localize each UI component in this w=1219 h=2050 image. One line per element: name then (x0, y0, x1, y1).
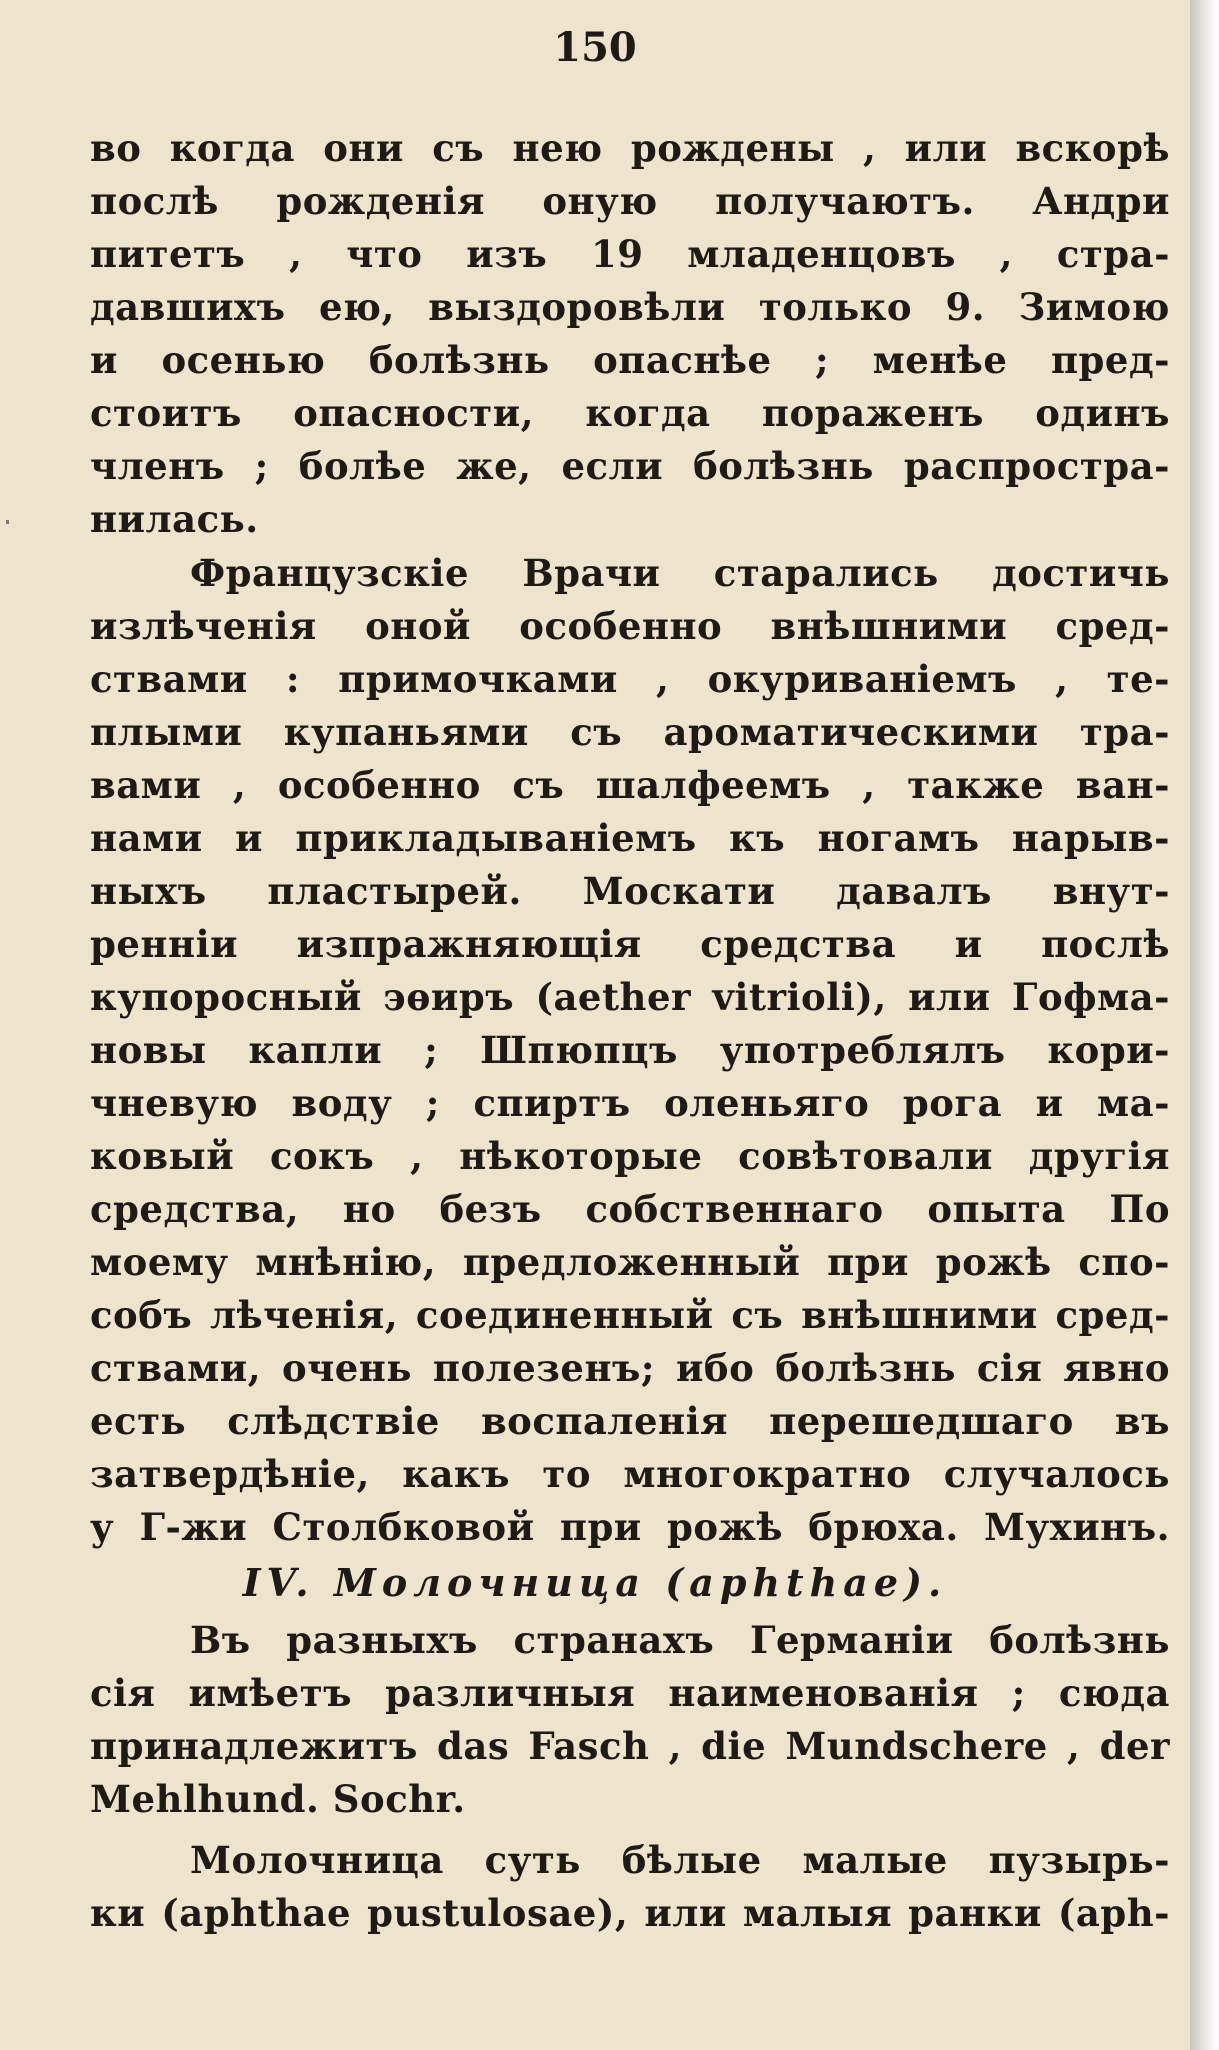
text-line: и осенью болѣзнь опаснѣе ; менѣе пред- (90, 338, 1170, 382)
text-line: собъ лѣченія, соединенный съ внѣшними сред- (90, 1293, 1170, 1337)
text-line: ки (aphthae pustulosae), или малыя ранки (aph- (90, 1891, 1170, 1935)
text-line: ковый сокъ , нѣкоторые совѣтовали другія (90, 1134, 1170, 1178)
text-line: у Г-жи Столбковой при рожѣ брюха. Мухинъ. (90, 1505, 1170, 1549)
text-line: плыми купаньями съ ароматическими тра- (90, 710, 1170, 754)
text-line: нами и прикладываніемъ къ ногамъ нарыв- (90, 816, 1170, 860)
text-line: Молочница суть бѣлые малые пузырь- (190, 1838, 1170, 1882)
text-line: средства, но безъ собственнаго опыта По (90, 1187, 1170, 1231)
text-line: есть слѣдствіе воспаленія перешедшаго въ (90, 1399, 1170, 1443)
page-number: 150 (553, 24, 637, 71)
section-heading: IV. Молочница (aphthae). (242, 1560, 948, 1605)
text-line: излѣченія оной особенно внѣшними сред- (90, 604, 1170, 648)
text-line: Въ разныхъ странахъ Германіи болѣзнь (190, 1618, 1170, 1662)
text-line: купоросный эѳиръ (aether vitrioli), или Гофма- (90, 975, 1170, 1019)
text-line: членъ ; болѣе же, если болѣзнь распростра- (90, 444, 1170, 488)
text-line: сія имѣетъ различныя наименованія ; сюда (90, 1671, 1170, 1715)
text-line: ствами : примочками , окуриваніемъ , те- (90, 657, 1170, 701)
text-line: стоитъ опасности, когда пораженъ одинъ (90, 391, 1170, 435)
text-line: послѣ рожденія оную получаютъ. Андри (90, 179, 1170, 223)
text-line: во когда они съ нею рождены , или вскорѣ (90, 126, 1170, 170)
text-line: вами , особенно съ шалфеемъ , также ван- (90, 763, 1170, 807)
text-line: ныхъ пластырей. Москати давалъ внут- (90, 869, 1170, 913)
text-line: чневую воду ; спиртъ оленьяго рога и ма- (90, 1081, 1170, 1125)
text-line: Французскіе Врачи старались достичь (190, 551, 1170, 595)
text-line: принадлежитъ das Fasch , die Mundschere , der (90, 1724, 1170, 1768)
text-line: давшихъ ею, выздоровѣли только 9. Зимою (90, 285, 1170, 329)
text-line: моему мнѣнію, предложенный при рожѣ спо- (90, 1240, 1170, 1284)
paper-speck (6, 520, 9, 524)
text-line: затвердѣніе, какъ то многократно случалось (90, 1452, 1170, 1496)
text-line: ствами, очень полезенъ; ибо болѣзнь сія явно (90, 1346, 1170, 1390)
text-line: Mehlhund. Sochr. (90, 1777, 466, 1821)
page-edge (1190, 0, 1219, 2050)
text-line: нилась. (90, 497, 259, 541)
text-line: ренніи изпражняющія средства и послѣ (90, 922, 1170, 966)
text-line: новы капли ; Шпюпцъ употреблялъ кори- (90, 1028, 1170, 1072)
text-line: питетъ , что изъ 19 младенцовъ , стра- (90, 232, 1170, 276)
